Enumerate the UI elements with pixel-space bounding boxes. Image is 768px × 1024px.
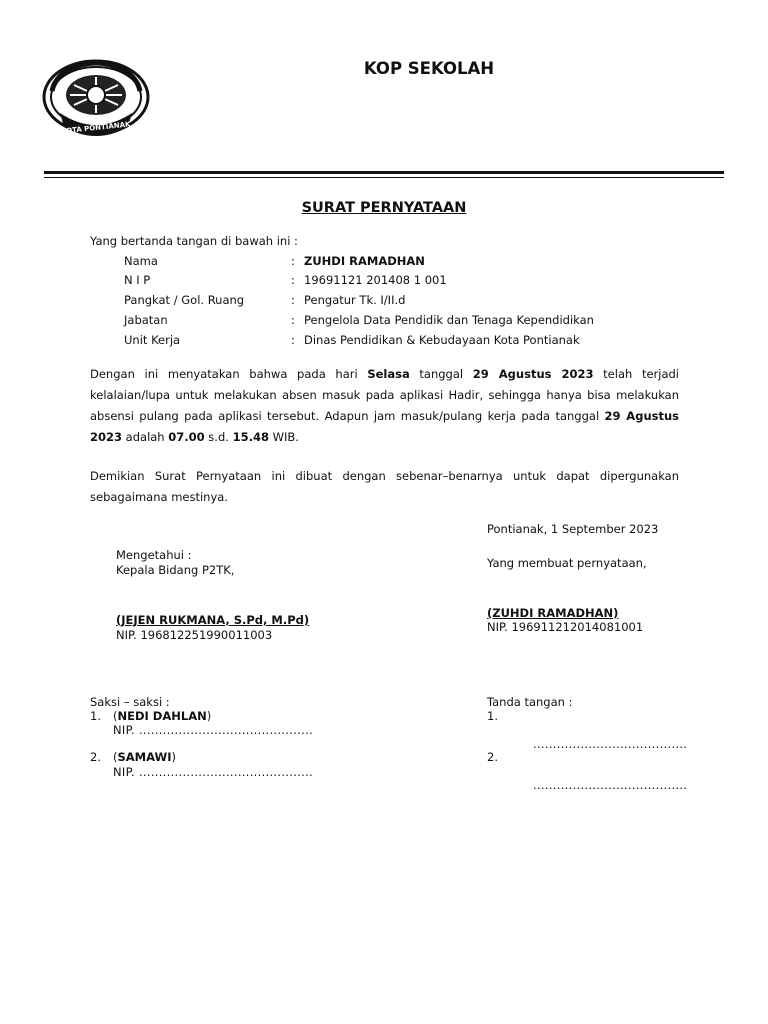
paragraph-text: s.d. (204, 430, 233, 444)
identity-value-nip: 19691121 201408 1 001 (304, 273, 447, 287)
identity-colon: : (291, 333, 295, 347)
declarant-label: Yang membuat pernyataan, (487, 556, 647, 570)
identity-value-unit: Dinas Pendidikan & Kebudayaan Kota Pontianak (304, 333, 580, 347)
witness-number: 2. (90, 750, 101, 764)
acknowledged-label: Mengetahui : (116, 548, 192, 562)
day-value: Selasa (367, 367, 410, 381)
declarant-nip: NIP. 196911212014081001 (487, 620, 644, 634)
paren: ( (113, 709, 118, 723)
paragraph-text: tanggal (409, 367, 473, 381)
witness-number: 1. (90, 709, 101, 723)
time-in-value: 07.00 (168, 430, 205, 444)
statement-paragraph (90, 364, 679, 448)
paren: ( (113, 750, 118, 764)
witness-nip: NIP. ............................................ (113, 723, 313, 737)
paren: ) (206, 709, 212, 723)
witness-name-line (113, 709, 211, 723)
date-value: 29 Agustus 2023 (90, 409, 680, 444)
letterhead-rule-thin (44, 177, 724, 178)
identity-value-name: ZUHDI RAMADHAN (304, 254, 425, 268)
acknowledger-name: (JEJEN RUKMANA, S.Pd, M.Pd) (116, 613, 310, 627)
identity-value-position: Pengelola Data Pendidik dan Tenaga Kependidikan (304, 313, 594, 327)
sign-number: 2. (487, 750, 498, 764)
time-out-value: 15.48 (232, 430, 269, 444)
witness-name-line (113, 750, 176, 764)
date-value: 29 Agustus 2023 (472, 367, 594, 381)
witness-nip: NIP. ............................................ (113, 765, 313, 779)
signature-line: ....................................... (533, 778, 688, 792)
identity-label-nip: N I P (124, 273, 151, 287)
document-title: SURAT PERNYATAAN (301, 200, 467, 216)
declarant-name: (ZUHDI RAMADHAN) (487, 606, 619, 620)
witness-name: SAMAWI (117, 750, 172, 764)
place-date: Pontianak, 1 September 2023 (487, 522, 659, 536)
closing-paragraph: Demikian Surat Pernyataan ini dibuat dengan sebenar–benarnya untuk dapat dipergunakan sebagaimana mestinya. (90, 469, 679, 504)
signature-line: ....................................... (533, 737, 688, 751)
letterhead-rule-thick (44, 171, 724, 174)
identity-label-rank: Pangkat / Gol. Ruang (124, 293, 245, 307)
acknowledger-title: Kepala Bidang P2TK, (116, 563, 235, 577)
paragraph-text: telah terjadi kelalaian/lupa untuk melakukan absen masuk pada aplikasi Hadir, sehingga hanya bisa melakukan absensi pulang pada aplikasi tersebut. Adapun jam masuk/pulang kerja pada tanggal (90, 367, 679, 423)
sign-number: 1. (487, 709, 498, 723)
acknowledger-nip: NIP. 196812251990011003 (116, 628, 273, 642)
logo-text: KOTA PONTIANAK (60, 120, 131, 136)
identity-label-name: Nama (124, 254, 158, 268)
witnesses-heading: Saksi – saksi : (90, 695, 170, 709)
paragraph-text: adalah (122, 430, 169, 444)
paren: ) (171, 750, 176, 764)
identity-colon: : (291, 293, 295, 307)
paragraph-text: WIB. (268, 430, 299, 444)
sign-heading: Tanda tangan : (487, 695, 573, 709)
identity-value-rank: Pengatur Tk. I/II.d (304, 293, 406, 307)
identity-label-unit: Unit Kerja (124, 333, 181, 347)
identity-colon: : (291, 254, 295, 268)
letterhead-title: KOP SEKOLAH (363, 59, 495, 78)
identity-colon: : (291, 313, 295, 327)
paragraph-text: Dengan ini menyatakan bahwa pada hari (90, 367, 368, 381)
witness-name: NEDI DAHLAN (117, 709, 207, 723)
identity-label-position: Jabatan (124, 313, 168, 327)
identity-colon: : (291, 273, 295, 287)
intro-text: Yang bertanda tangan di bawah ini : (90, 234, 298, 248)
